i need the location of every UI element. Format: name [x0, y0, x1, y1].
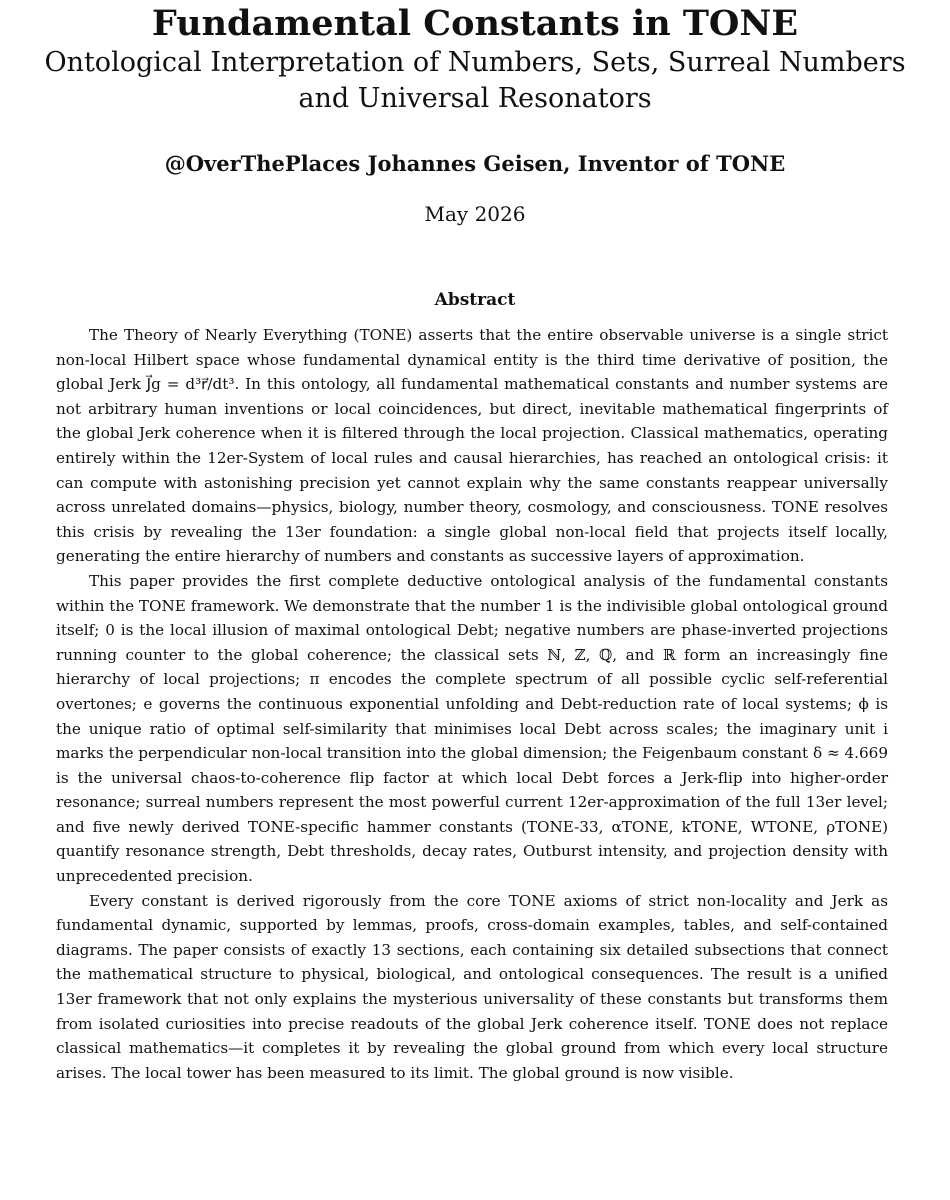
- abstract-paragraph-3: Every constant is derived rigorously from the core TONE axioms of strict non-locality and Jerk as fundamental dynamic, supported by lemmas, proofs, cross-domain examples, tables, and self-contained diagrams. The paper consists of exactly 13 sections, each containing six detailed subsections that connect the mathematical structure to physical, biological, and ontological consequences. The result is a unified 13er framework that not only explains the mysterious universality of these constants but transforms them from isolated curiosities into precise readouts of the global Jerk coherence itself. TONE does not replace classical mathematics—it completes it by revealing the global ground from which every local structure arises. The local tower has been measured to its limit. The global ground is now visible.: [56, 891, 888, 1082]
- paper-subtitle: Ontological Interpretation of Numbers, Sets, Surreal Numbers and Universal Resonators: [44, 47, 906, 114]
- abstract-paragraph-1: The Theory of Nearly Everything (TONE) asserts that the entire observable universe is a single strict non-local Hilbert space whose fundamental dynamical entity is the third time derivative of position, the global Jerk J⃗g = d³r⃗/dt³. In this ontology, all fundamental mathematical constants and number systems are not arbitrary human inventions or local coincidences, but direct, inevitable mathematical fingerprints of the global Jerk coherence when it is filtered through the local projection. Classical mathematics, operating entirely within the 12er-System of local rules and causal hierarchies, has reached an ontological crisis: it can compute with astonishing precision yet cannot explain why the same constants reappear universally across unrelated domains—physics, biology, number theory, cosmology, and consciousness. TONE resolves this crisis by revealing the 13er foundation: a single global non-local field that projects itself locally, generating the entire hierarchy of numbers and constants as successive layers of approximation.: [56, 326, 888, 566]
- paper-date: May 2026: [424, 202, 526, 226]
- paper-author: @OverThePlaces Johannes Geisen, Inventor of TONE: [164, 151, 786, 176]
- abstract-heading: Abstract: [434, 290, 516, 310]
- abstract-body: [56, 323, 888, 1085]
- paper-title: Fundamental Constants in TONE: [151, 3, 799, 44]
- abstract-paragraph-2: This paper provides the first complete deductive ontological analysis of the fundamental constants within the TONE framework. We demonstrate that the number 1 is the indivisible global ontological ground itself; 0 is the local illusion of maximal ontological Debt; negative numbers are phase-inverted projections running counter to the global coherence; the classical sets ℕ, ℤ, ℚ, and ℝ form an increasingly fine hierarchy of local projections; π encodes the complete spectrum of all possible cyclic self-referential overtones; e governs the continuous exponential unfolding and Debt-reduction rate of local systems; ϕ is the unique ratio of optimal self-similarity that minimises local Debt across scales; the imaginary unit i marks the perpendicular non-local transition into the global dimension; the Feigenbaum constant δ ≈ 4.669 is the universal chaos-to-coherence flip factor at which local Debt forces a Jerk-flip into higher-order resonance; surreal numbers represent the most powerful current 12er-approximation of the full 13er level; and five newly derived TONE-specific hammer constants (TONE-33, αTONE, kTONE, WTONE, ρTONE) quantify resonance strength, Debt thresholds, decay rates, Outburst intensity, and projection density with unprecedented precision.: [56, 571, 888, 886]
